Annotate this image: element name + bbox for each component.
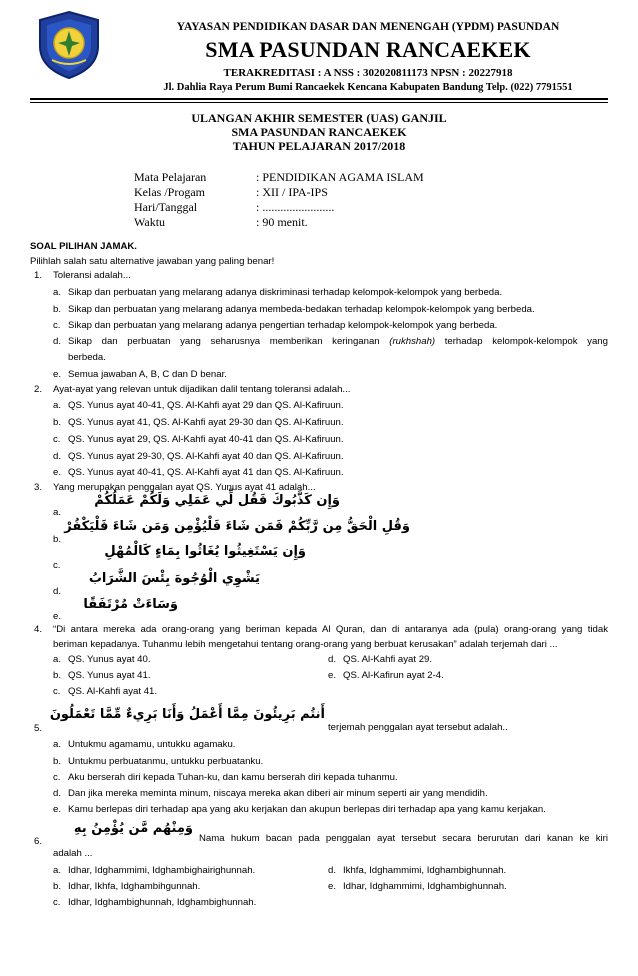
q4-b-letter: b. [53, 670, 62, 681]
q2-number: 2. [34, 384, 43, 395]
q4-d-text: QS. Al-Kahfi ayat 29. [343, 654, 433, 665]
school-logo [34, 10, 104, 80]
q1-a-text: Sikap dan perbuatan yang melarang adanya diskriminasi terhadap kelompok-kelompok yang berbeda. [68, 287, 503, 298]
header-rule-thick [30, 98, 608, 100]
subject-label: Mata Pelajaran [134, 170, 207, 184]
q2-c-text: QS. Yunus ayat 29, QS. Al-Kahfi ayat 40-41 dan QS. Al-Kafiruun. [68, 434, 344, 445]
q3-a-arabic: وَإِن كَذَّبُوكَ فَقُل لِّي عَمَلِي وَلَكُمْ عَمَلُكُمْ [94, 493, 340, 508]
q4-a-letter: a. [53, 654, 62, 665]
q4-c-text: QS. Al-Kahfi ayat 41. [68, 686, 158, 697]
date-value: : ........................ [256, 200, 335, 214]
q5-e-letter: e. [53, 804, 62, 815]
q2-a-text: QS. Yunus ayat 40-41, QS. Al-Kahfi ayat 29 dan QS. Al-Kafiruun. [68, 400, 344, 411]
q6-b-text: Idhar, Ikhfa, Idghambihgunnah. [68, 881, 201, 892]
q4-number: 4. [34, 624, 43, 635]
class-value: : XII / IPA-IPS [256, 185, 328, 199]
q6-text-continued: adalah ... [53, 848, 93, 859]
exam-year: TAHUN PELAJARAN 2017/2018 [232, 139, 406, 153]
q5-d-letter: d. [53, 788, 62, 799]
q1-c-letter: c. [53, 320, 61, 331]
q6-a-text: Idhar, Idghammimi, Idghambighairighunnah. [68, 865, 256, 876]
date-label: Hari/Tanggal [134, 200, 198, 214]
school-name: SMA PASUNDAN RANCAEKEK [205, 37, 531, 62]
q5-c-letter: c. [53, 772, 61, 783]
q1-c-text: Sikap dan perbuatan yang melarang adanya pengertian terhadap kelompok-kelompok yang berbeda. [68, 320, 498, 331]
q6-e-text: Idhar, Idghammimi, Idghambighunnah. [343, 881, 507, 892]
q6-d-text: Ikhfa, Idghammimi, Idghambighunnah. [343, 865, 507, 876]
q4-e-text: QS. Al-Kafirun ayat 2-4. [343, 670, 444, 681]
q2-c-letter: c. [53, 434, 61, 445]
time-value: : 90 menit. [256, 215, 308, 229]
q5-a-letter: a. [53, 739, 62, 750]
q3-c-letter: c. [53, 560, 61, 571]
q5-a-text: Untukmu agamamu, untukku agamaku. [68, 739, 236, 750]
q1-text: Toleransi adalah... [53, 270, 131, 281]
q1-d-text: Sikap dan perbuatan yang seharusnya memberikan keringanan (rukhshah) terhadap kelompok-kelompok yang [68, 336, 608, 347]
q3-text: Yang merupakan penggalan ayat QS. Yunus ayat 41 adalah... [53, 482, 316, 493]
q3-d-arabic: يَشْوِي الْوُجُوهَ بِئْسَ الشَّرَابُ [88, 571, 260, 586]
q6-number: 6. [34, 836, 43, 847]
exam-title: ULANGAN AKHIR SEMESTER (UAS) GANJIL [191, 111, 447, 125]
q2-b-text: QS. Yunus ayat 41, QS. Al-Kahfi ayat 29-30 dan QS. Al-Kafiruun. [68, 417, 344, 428]
q6-e-letter: e. [328, 881, 337, 892]
q3-d-letter: d. [53, 586, 62, 597]
q4-text-line1: “Di antara mereka ada orang-orang yang beriman kepada Al Quran, dan di antaranya ada (pula) orang-orang yang tidak [53, 624, 608, 635]
q2-b-letter: b. [53, 417, 62, 428]
header-rule-thin [30, 102, 608, 103]
q6-arabic: وَمِنْهُم مَّن يُؤْمِنُ بِهِ [73, 821, 193, 836]
q1-d-letter: d. [53, 336, 62, 347]
q2-e-text: QS. Yunus ayat 40-41, QS. Al-Kahfi ayat 41 dan QS. Al-Kafiruun. [68, 467, 344, 478]
q5-c-text: Aku berserah diri kepada Tuhan-ku, dan kamu berserah diri kepada tuhanmu. [68, 772, 398, 783]
q1-e-letter: e. [53, 369, 62, 380]
subject-value: : PENDIDIKAN AGAMA ISLAM [256, 170, 424, 184]
q4-e-letter: e. [328, 670, 337, 681]
q2-text: Ayat-ayat yang relevan untuk dijadikan dalil tentang toleransi adalah... [53, 384, 351, 395]
q4-c-letter: c. [53, 686, 61, 697]
q6-d-letter: d. [328, 865, 337, 876]
q1-number: 1. [34, 270, 43, 281]
q2-a-letter: a. [53, 400, 62, 411]
q3-c-arabic: وَإِن يَسْتَغِيثُوا يُغَاثُوا بِمَاءٍ كَالْمُهْلِ [104, 544, 306, 559]
q5-e-text: Kamu berlepas diri terhadap apa yang aku kerjakan dan akupun berlepas diri terhadap apa yang kamu kerjakan. [68, 804, 546, 815]
q5-text: terjemah penggalan ayat tersebut adalah.. [328, 722, 508, 733]
exam-school: SMA PASUNDAN RANCAEKEK [231, 125, 407, 139]
q3-b-arabic: وَقُلِ الْحَقُّ مِن رَّبِّكُمْ فَمَن شَاءَ فَلْيُؤْمِن وَمَن شَاءَ فَلْيَكْفُرْ [64, 519, 410, 534]
q6-c-letter: c. [53, 897, 61, 908]
q2-e-letter: e. [53, 467, 62, 478]
foundation-name: YAYASAN PENDIDIKAN DASAR DAN MENENGAH (YPDM) PASUNDAN [176, 21, 560, 33]
q6-text: Nama hukum bacan pada penggalan ayat tersebut secara berurutan dari kanan ke kiri [199, 833, 608, 844]
q3-a-letter: a. [53, 507, 62, 518]
school-address: Jl. Dahlia Raya Perum Bumi Rancaekek Kencana Kabupaten Bandung Telp. (022) 7791551 [163, 82, 573, 93]
q2-d-letter: d. [53, 451, 62, 462]
q5-number: 5. [34, 723, 43, 734]
class-label: Kelas /Progam [134, 185, 205, 199]
accreditation-line: TERAKREDITASI : A NSS : 302020811173 NPSN : 20227918 [223, 67, 513, 79]
q6-a-letter: a. [53, 865, 62, 876]
q4-text-line2: beriman kepadanya. Tuhanmu lebih mengetahui tentang orang-orang yang berbuat kerusakan” adalah terjemah dari ... [53, 639, 558, 650]
q5-b-text: Untukmu perbuatanmu, untukku perbuatanku. [68, 756, 264, 767]
time-label: Waktu [134, 215, 166, 229]
q5-arabic: أَنتُم بَرِيئُونَ مِمَّا أَعْمَلُ وَأَنَا بَرِيءٌ مِّمَّا تَعْمَلُونَ [49, 707, 325, 722]
q4-d-letter: d. [328, 654, 337, 665]
q1-e-text: Semua jawaban A, B, C dan D benar. [68, 369, 227, 380]
q3-e-arabic: وَسَاءَتْ مُرْتَفَقًا [83, 597, 178, 612]
q4-b-text: QS. Yunus ayat 41. [68, 670, 151, 681]
q1-b-letter: b. [53, 304, 62, 315]
q6-c-text: Idhar, Idghambighunnah, Idghambighunnah. [68, 897, 257, 908]
q4-a-text: QS. Yunus ayat 40. [68, 654, 151, 665]
section-instruction: Pilihlah salah satu alternative jawaban yang paling benar! [30, 256, 275, 267]
q1-b-text: Sikap dan perbuatan yang melarang adanya membeda-bedakan terhadap kelompok-kelompok yang berbeda. [68, 304, 535, 315]
section-heading: SOAL PILIHAN JAMAK. [30, 241, 137, 252]
q3-number: 3. [34, 482, 43, 493]
q2-d-text: QS. Yunus ayat 29-30, QS. Al-Kahfi ayat 40 dan QS. Al-Kafiruun. [68, 451, 344, 462]
q6-b-letter: b. [53, 881, 62, 892]
q1-a-letter: a. [53, 287, 62, 298]
q5-b-letter: b. [53, 756, 62, 767]
q1-d-continued: berbeda. [68, 352, 106, 363]
q3-e-letter: e. [53, 611, 62, 622]
q3-b-letter: b. [53, 534, 62, 545]
q5-d-text: Dan jika mereka meminta minum, niscaya mereka akan diberi air minum seperti air yang mendidih. [68, 788, 488, 799]
